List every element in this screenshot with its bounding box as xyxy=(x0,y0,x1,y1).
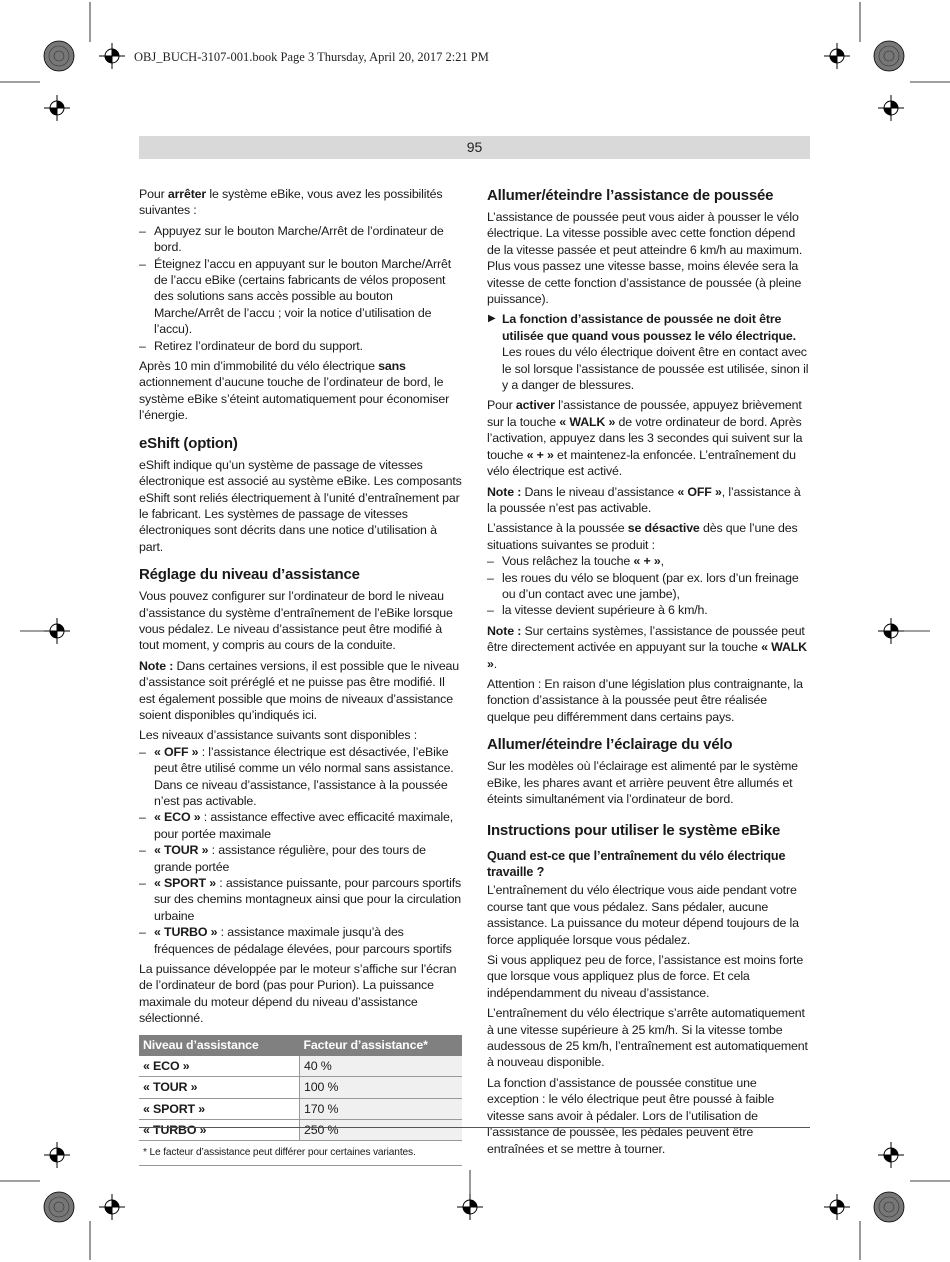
table-cell: « TOUR » xyxy=(139,1077,300,1098)
list-item: – « TURBO » : assistance maximale jusqu’à des fréquences de pédalage élevées, pour parcours sportifs xyxy=(139,924,462,957)
assist-factor-table xyxy=(139,1035,462,1142)
warning-triangle-icon: ▶ xyxy=(488,313,496,325)
instructions-heading: Instructions pour utiliser le système eBike xyxy=(487,822,781,840)
print-file-info: OBJ_BUCH-3107-001.book Page 3 Thursday, April 20, 2017 2:21 PM xyxy=(134,50,489,64)
list-item: – « ECO » : assistance effective avec efficacité maximale, pour portée maximale xyxy=(139,809,462,842)
push-assist-heading: Allumer/éteindre l’assistance de poussée xyxy=(487,187,774,204)
list-item: – la vitesse devient supérieure à 6 km/h. xyxy=(487,602,809,618)
list-item: – Éteignez l’accu en appuyant sur le bouton Marche/Arrêt de l’accu eBike (certains fabricants de vélos proposent des solutions sans accès possible au bouton Marche/Arrêt de l’accu ; voir la notice d’utilisation de l’accu). xyxy=(139,256,462,338)
left-column xyxy=(139,186,462,1166)
assist-note: Note : Dans certaines versions, il est possible que le niveau d’assistance soit préréglé et ne puisse pas être modifié. Il est également possible que moins de niveaux d’assistance soient disponibles qu’indiqués ici. xyxy=(139,658,460,722)
list-item: – Retirez l’ordinateur de bord du support. xyxy=(139,338,462,354)
instructions-paragraph: L’entraînement du vélo électrique s’arrête automatiquement à une vitesse supérieure à 25 km/h. Si la vitesse tombe audessous de 25 km/h, l’entraînement est automatiquement à nouveau disponible. xyxy=(487,1006,808,1070)
off-note: Note : Dans le niveau d’assistance « OFF », l’assistance à la poussée n’est pas activable. xyxy=(487,484,801,515)
list-item: – les roues du vélo se bloquent (par ex. lors d’un freinage ou d’un contact avec une jambe), xyxy=(487,570,809,603)
table-row xyxy=(139,1119,462,1140)
attention-paragraph: Attention : En raison d’une législation plus contraignante, la fonction d’assistance à la poussée peut être réalisée quelque peu différemment dans certains pays. xyxy=(487,676,803,724)
assist-level-heading: Réglage du niveau d’assistance xyxy=(139,566,360,584)
eshift-paragraph: eShift indique qu’un système de passage de vitesses électronique est associé au système eBike. Les composants eShift sont reliés électriquement à l’unité d’entraînement par le fabricant. Les systèmes de passage de vitesses électroniques sont décrits dans une notice d’utilisation à part. xyxy=(139,457,462,554)
instructions-paragraph: L’entraînement du vélo électrique vous aide pendant votre course tant que vous pédalez. Sans pédaler, aucune assistance. La puissance du moteur dépend toujours de la force appliquée lorsque vous pédalez. xyxy=(487,883,799,947)
auto-off-paragraph: Après 10 min d’immobilité du vélo électrique sans actionnement d’aucune touche de l’ordinateur de bord, le système eBike s’éteint automatiquement pour économiser l’énergie. xyxy=(139,359,450,423)
right-column xyxy=(487,186,809,1161)
power-paragraph: La puissance développée par le moteur s’affiche sur l’écran de l’ordinateur de bord (pas pour Purion). La puissance maximale du moteur dépend du niveau d’assistance sélectionné. xyxy=(139,962,457,1026)
walk-note: Note : Sur certains systèmes, l’assistance de poussée peut être directement activée en appuyant sur la touche « WALK ». xyxy=(487,623,807,671)
table-footnote: * Le facteur d’assistance peut différer pour certaines variantes. xyxy=(139,1141,462,1165)
levels-intro: Les niveaux d’assistance suivants sont disponibles : xyxy=(139,728,418,743)
lighting-paragraph: Sur les modèles où l’éclairage est alimenté par le système eBike, les phares avant et arrière peuvent être allumés et éteints simultanément via l’ordinateur de bord. xyxy=(487,759,798,806)
table-cell: 100 % xyxy=(300,1077,463,1098)
levels-list xyxy=(139,744,462,957)
list-item: – Vous relâchez la touche « + », xyxy=(487,553,809,569)
table-header-cell: Niveau d’assistance xyxy=(139,1035,300,1056)
assist-level-paragraph: Vous pouvez configurer sur l’ordinateur de bord le niveau d’assistance du système d’entraînement de l’eBike lorsque vous pédalez. Le niveau d’assistance peut être modifié à tout moment, y compris au cours de la conduite. xyxy=(139,589,453,653)
table-cell: « ECO » xyxy=(139,1056,300,1077)
table-row xyxy=(139,1077,462,1098)
push-assist-paragraph: L’assistance de poussée peut vous aider à pousser le vélo électrique. La vitesse possible avec cette fonction dépend de la vitesse passée et peut atteindre 6 km/h au maximum. Plus vous passez une vitesse basse, moins élevée sera la vitesse de cette fonction d’assistance de poussée (à pleine puissance). xyxy=(487,210,803,307)
activate-paragraph: Pour activer l’assistance de poussée, appuyez brièvement sur la touche « WALK » de votre ordinateur de bord. Après l’activation, appuyez dans les 3 secondes qui suivent sur la touche « + » et maintenez-la enfoncée. L’entraînement du vélo électrique est activé. xyxy=(487,398,803,479)
list-item: – « TOUR » : assistance régulière, pour des tours de grande portée xyxy=(139,842,462,875)
list-item: – « OFF » : l’assistance électrique est désactivée, l’eBike peut être utilisé comme un vélo normal sans assistance. Dans ce niveau d’assistance, l’assistance à la poussée n’est pas activable. xyxy=(139,744,462,810)
instructions-subheading: Quand est-ce que l’entraînement du vélo électrique travaille ? xyxy=(487,849,786,880)
table-header-row xyxy=(139,1035,462,1056)
instructions-paragraph: La fonction d’assistance de poussée constitue une exception : le vélo électrique peut être poussé à faible vitesse sans avoir à pédaler. Lors de l’utilisation de l’assistance de poussée, les pédales peuvent être entraînées et se mettre à tourner. xyxy=(487,1075,775,1156)
eshift-heading: eShift (option) xyxy=(139,434,238,452)
page-number: 95 xyxy=(466,139,483,155)
footer-rule xyxy=(139,1127,810,1128)
lighting-heading: Allumer/éteindre l’éclairage du vélo xyxy=(487,736,733,754)
table-row xyxy=(139,1098,462,1119)
table-cell: « TURBO » xyxy=(139,1119,300,1140)
list-item: – « SPORT » : assistance puissante, pour parcours sportifs sur des chemins montagneux ainsi que pour la circulation urbaine xyxy=(139,875,462,924)
deactivate-paragraph: L’assistance à la poussée se désactive dès que l’une des situations suivantes se produit : xyxy=(487,521,798,552)
table-header-cell: Facteur d’assistance* xyxy=(300,1035,463,1056)
table-cell: 40 % xyxy=(300,1056,463,1077)
instructions-paragraph: Si vous appliquez peu de force, l’assistance est moins forte que lorsque vous appliquez plus de force. Et cela indépendamment du niveau d’assistance. xyxy=(487,953,804,1000)
page-number-bar xyxy=(139,136,810,159)
table-cell: 250 % xyxy=(300,1119,463,1140)
deactivate-list xyxy=(487,553,809,619)
list-item: – Appuyez sur le bouton Marche/Arrêt de l’ordinateur de bord. xyxy=(139,223,462,256)
table-cell: 170 % xyxy=(300,1098,463,1119)
stop-intro: Pour arrêter le système eBike, vous avez les possibilités suivantes : xyxy=(139,187,443,218)
warning-block: ▶ La fonction d’assistance de poussée ne doit être utilisée que quand vous poussez le vélo électrique. Les roues du vélo électrique doivent être en contact avec le sol lorsque l’assistance de poussée est utilisée, sinon il y a danger de blessures. xyxy=(488,312,809,393)
table-cell: « SPORT » xyxy=(139,1098,300,1119)
stop-options-list xyxy=(139,223,462,354)
table-row xyxy=(139,1056,462,1077)
